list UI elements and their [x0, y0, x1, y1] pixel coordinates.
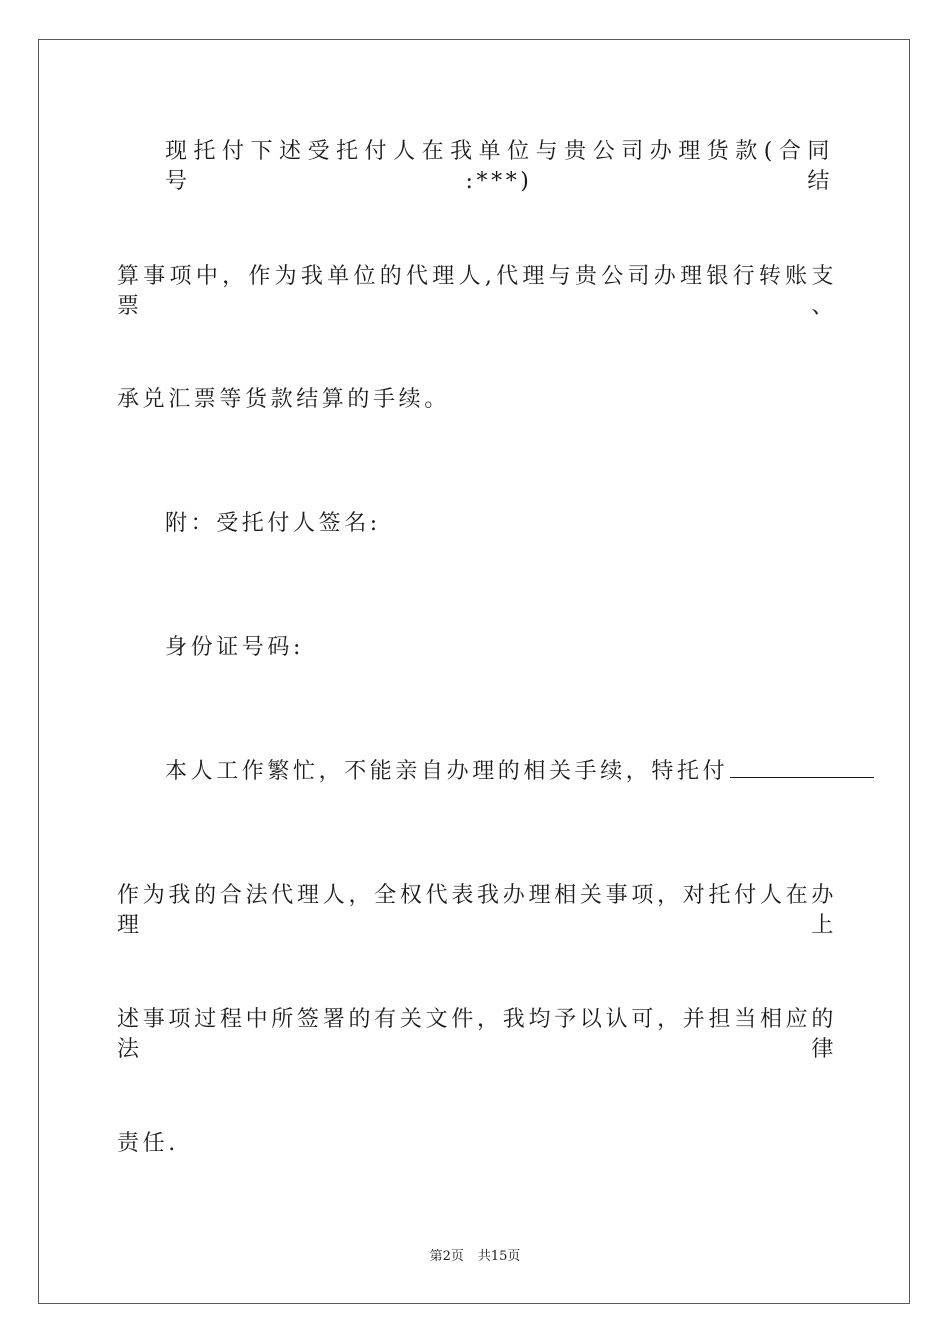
paragraph-line-2: 算事项中，作为我单位的代理人,代理与贵公司办理银行转账支票、	[117, 264, 837, 319]
authorization-line-3: 述事项过程中所签署的有关文件，我均予以认可，并担当相应的法律	[117, 1007, 837, 1062]
id-number-label: 身份证号码:	[165, 635, 305, 660]
signature-label: 附：受托付人签名:	[165, 511, 381, 536]
authorization-line-4: 责任.	[117, 1131, 179, 1156]
page-border	[38, 39, 910, 1304]
authorization-line-1	[165, 757, 885, 787]
page-total: 共15页	[477, 1249, 521, 1264]
authorization-text: 本人工作繁忙，不能亲自办理的相关手续，特托付	[165, 759, 729, 784]
page-number: 第2页	[429, 1249, 464, 1264]
authorization-line-2: 作为我的合法代理人，全权代表我办理相关事项，对托付人在办理上	[117, 883, 837, 938]
paragraph-line-1: 现托付下述受托付人在我单位与贵公司办理货款(合同号:***)结	[165, 139, 833, 194]
agent-name-blank[interactable]	[730, 759, 874, 778]
paragraph-line-3: 承兑汇票等货款结算的手续。	[117, 387, 450, 412]
page-footer	[0, 1248, 950, 1266]
